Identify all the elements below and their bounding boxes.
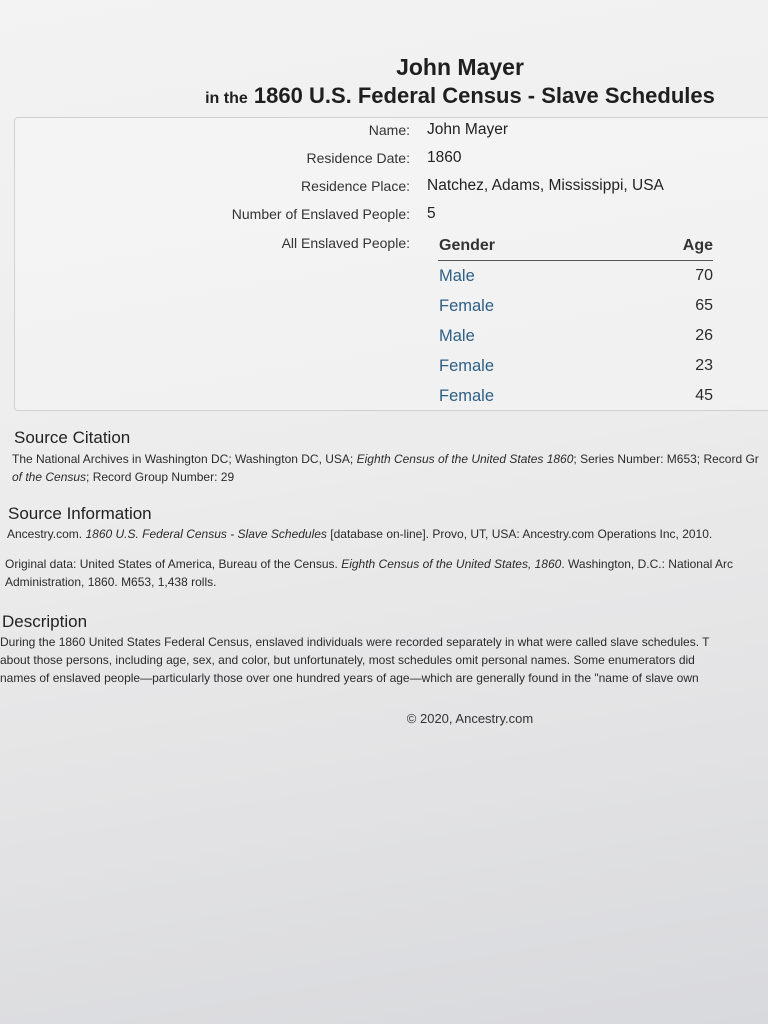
age-value: 70: [695, 267, 713, 284]
table-row: [438, 321, 713, 351]
field-label: Name:: [368, 122, 410, 138]
description-line: names of enslaved people—particularly those over one hundred years of age—which are generally found in the "name of slave own: [0, 671, 699, 685]
gender-link[interactable]: Female: [439, 387, 495, 405]
description-text: [0, 633, 710, 687]
field-label: Residence Place:: [301, 178, 410, 194]
original-data-text: [5, 555, 733, 591]
person-name-title: John Mayer: [396, 54, 524, 80]
description-heading: Description: [2, 612, 88, 631]
enslaved-people-table: [438, 234, 713, 411]
info-line: Original data: United States of America, Bureau of the Census. Eighth Census of the United States, 1860. Washington, D.C.: National Arc: [5, 557, 733, 571]
info-line: Ancestry.com. 1860 U.S. Federal Census - Slave Schedules [database on-line]. Provo, UT, USA: Ancestry.com Operations Inc, 2010.: [7, 527, 713, 541]
table-row: [438, 381, 713, 411]
collection-subtitle: [0, 83, 768, 109]
age-value: 65: [695, 297, 713, 314]
field-value: 1860: [427, 149, 462, 166]
source-information-text: [7, 525, 712, 543]
gender-link[interactable]: Male: [439, 327, 475, 345]
source-citation-heading: Source Citation: [14, 428, 131, 447]
field-label: Residence Date:: [306, 150, 410, 166]
field-residence-place: [15, 174, 768, 198]
info-line: Administration, 1860. M653, 1,438 rolls.: [5, 575, 217, 589]
record-title: [0, 54, 768, 109]
field-value: Natchez, Adams, Mississippi, USA: [427, 177, 664, 194]
record-details-panel: [14, 117, 768, 411]
age-value: 45: [695, 387, 713, 404]
field-residence-date: [15, 146, 768, 170]
gender-link[interactable]: Male: [439, 267, 475, 285]
age-value: 23: [695, 357, 713, 374]
description-line: about those persons, including age, sex, and color, but unfortunately, most schedules omit personal names. Some enumerators did: [0, 653, 695, 667]
field-value: John Mayer: [427, 121, 508, 138]
gender-column-header: Gender: [439, 237, 496, 254]
field-name: [15, 118, 768, 142]
table-header: [438, 234, 713, 261]
source-citation-text: [12, 450, 759, 486]
table-row: [438, 291, 713, 321]
copyright-footer: © 2020, Ancestry.com: [406, 711, 534, 726]
table-row: [438, 261, 713, 291]
gender-link[interactable]: Female: [439, 357, 495, 375]
citation-line: The National Archives in Washington DC; Washington DC, USA; Eighth Census of the United States 1860; Series Number: M653; Record Gr: [12, 452, 759, 466]
description-line: During the 1860 United States Federal Census, enslaved individuals were recorded separately in what were called slave schedules. T: [0, 635, 710, 649]
source-information-heading: Source Information: [8, 504, 152, 523]
gender-link[interactable]: Female: [439, 297, 495, 315]
field-label: Number of Enslaved People:: [231, 206, 410, 222]
subtitle-prefix: in the: [205, 90, 248, 107]
field-value: 5: [427, 205, 436, 222]
citation-line: of the Census; Record Group Number: 29: [12, 470, 235, 484]
collection-name: 1860 U.S. Federal Census - Slave Schedules: [253, 83, 715, 108]
field-number-enslaved: [15, 202, 768, 226]
field-label: All Enslaved People:: [281, 235, 410, 251]
age-column-header: Age: [682, 237, 713, 254]
table-row: [438, 351, 713, 381]
age-value: 26: [695, 327, 713, 344]
